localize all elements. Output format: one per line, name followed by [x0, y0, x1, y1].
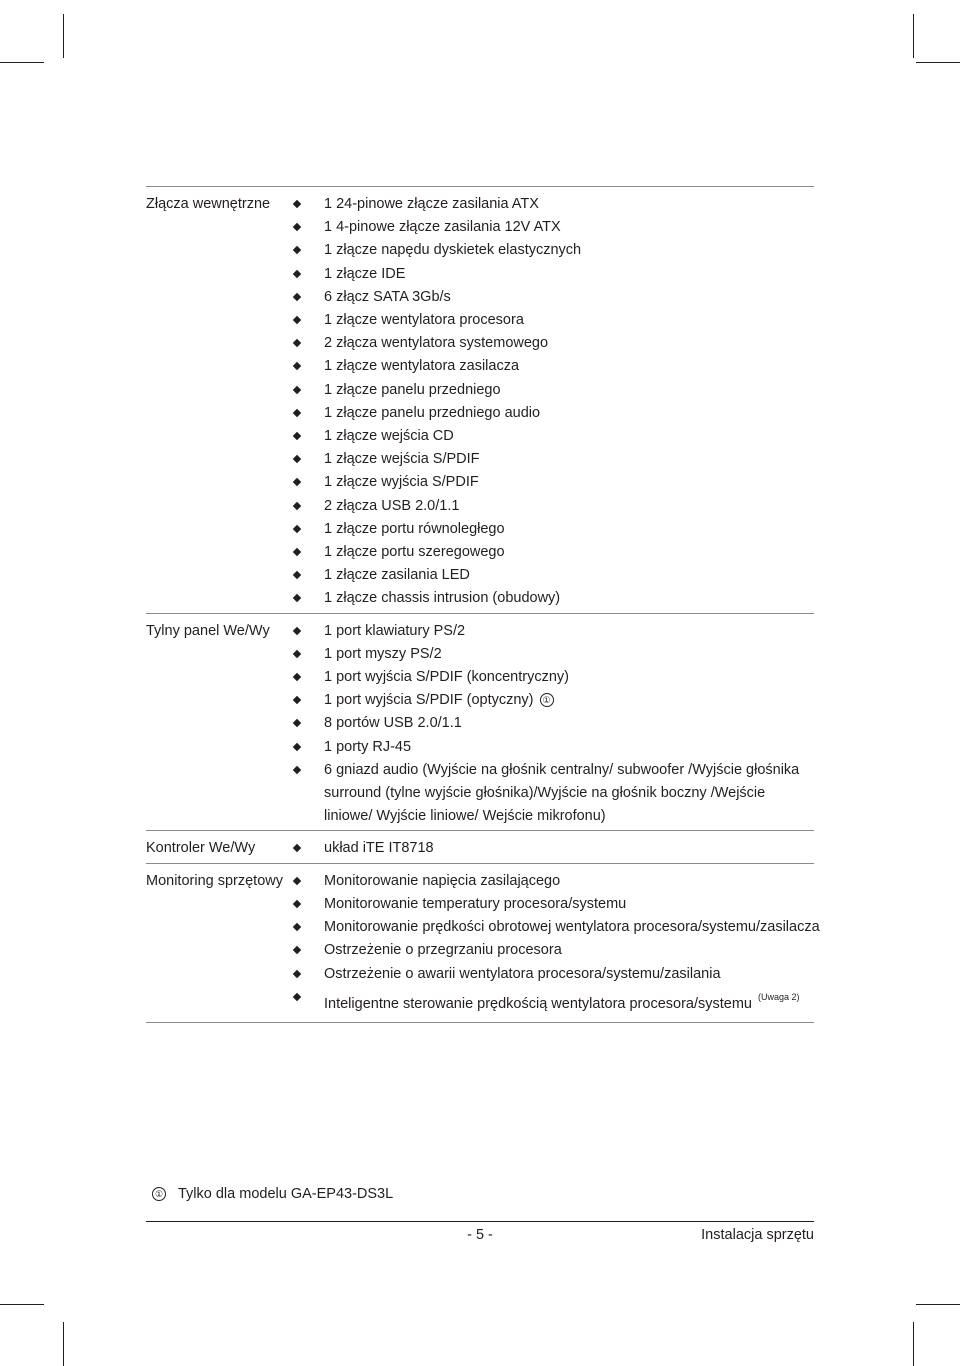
diamond-bullet-icon	[293, 946, 301, 954]
diamond-bullet-icon	[293, 246, 301, 254]
list-item: 1 złącze portu równoległego	[324, 518, 814, 541]
list-item: 1 port wyjścia S/PDIF (optyczny) ①	[324, 689, 814, 712]
spec-section-hardware-monitoring	[146, 863, 820, 1023]
diamond-bullet-icon	[293, 650, 301, 658]
diamond-bullet-icon	[293, 923, 301, 931]
list-item: 6 gniazd audio (Wyjście na głośnik centralny/ subwoofer /Wyjście głośnika surround (tylne wyjście głośnika)/Wyjście na głośnik boczny /Wejście liniowe/ Wyjście liniowe/ Wejście mikrofonu)	[324, 759, 804, 829]
section-label: Monitoring sprzętowy	[146, 872, 283, 889]
footnote-text: Tylko dla modelu GA-EP43-DS3L	[178, 1186, 394, 1202]
diamond-bullet-icon	[293, 673, 301, 681]
list-item: 1 złącze zasilania LED	[324, 564, 814, 587]
diamond-bullet-icon	[293, 594, 301, 602]
diamond-bullet-icon	[293, 844, 301, 852]
crop-mark	[916, 62, 960, 63]
item-list	[324, 193, 814, 611]
list-item: 1 4-pinowe złącze zasilania 12V ATX	[324, 216, 814, 239]
footnote-marker-icon: ①	[540, 693, 554, 707]
diamond-bullet-icon	[293, 293, 301, 301]
diamond-bullet-icon	[293, 455, 301, 463]
diamond-bullet-icon	[293, 200, 301, 208]
diamond-bullet-icon	[293, 223, 301, 231]
crop-mark	[913, 1322, 914, 1366]
crop-mark	[63, 14, 64, 58]
diamond-bullet-icon	[293, 742, 301, 750]
list-item: 1 złącze napędu dyskietek elastycznych	[324, 239, 814, 262]
section-label: Złącza wewnętrzne	[146, 196, 271, 212]
diamond-bullet-icon	[293, 900, 301, 908]
spec-section-internal-connectors	[146, 186, 814, 613]
crop-mark	[63, 1322, 64, 1366]
list-item: 1 porty RJ-45	[324, 736, 814, 759]
spec-section-rear-panel-io	[146, 613, 814, 831]
diamond-bullet-icon	[293, 992, 301, 1000]
diamond-bullet-icon	[293, 969, 301, 977]
diamond-bullet-icon	[293, 385, 301, 393]
list-item: 1 złącze IDE	[324, 263, 814, 286]
diamond-bullet-icon	[293, 876, 301, 884]
diamond-bullet-icon	[293, 548, 301, 556]
list-item: 6 złącz SATA 3Gb/s	[324, 286, 814, 309]
list-item: Inteligentne sterowanie prędkością wentylatora procesora/systemu $^{(Uwaga 2)}$	[324, 986, 814, 1016]
diamond-bullet-icon	[293, 626, 301, 634]
list-item: układ iTE IT8718	[324, 837, 814, 860]
diamond-bullet-icon	[293, 766, 301, 774]
list-item: 1 złącze wyjścia S/PDIF	[324, 471, 814, 494]
list-item: 1 złącze wentylatora procesora	[324, 309, 814, 332]
page-number: - 5 -	[467, 1227, 493, 1243]
list-item: 1 port wyjścia S/PDIF (koncentryczny)	[324, 666, 814, 689]
footer-divider	[146, 1221, 814, 1222]
list-item: 2 złącza USB 2.0/1.1	[324, 495, 814, 518]
diamond-bullet-icon	[293, 571, 301, 579]
diamond-bullet-icon	[293, 525, 301, 533]
crop-mark	[0, 62, 44, 63]
diamond-bullet-icon	[293, 316, 301, 324]
crop-mark	[913, 14, 914, 58]
note-reference: (Uwaga 2)	[757, 991, 800, 1002]
list-item: Monitorowanie napięcia zasilającego	[324, 870, 814, 893]
spec-section-io-controller	[146, 830, 814, 862]
crop-mark	[916, 1304, 960, 1305]
diamond-bullet-icon	[293, 478, 301, 486]
specification-table	[146, 186, 820, 1023]
section-label: Kontroler We/Wy	[146, 840, 256, 857]
diamond-bullet-icon	[293, 339, 301, 347]
list-item: 1 złącze panelu przedniego audio	[324, 402, 814, 425]
footnote	[152, 1185, 393, 1203]
section-label: Tylny panel We/Wy	[146, 622, 270, 639]
list-item: 8 portów USB 2.0/1.1	[324, 712, 814, 735]
diamond-bullet-icon	[293, 432, 301, 440]
list-item: Monitorowanie temperatury procesora/systemu	[324, 893, 814, 916]
list-item: 1 złącze chassis intrusion (obudowy)	[324, 587, 814, 610]
list-item: 1 złącze wejścia CD	[324, 425, 814, 448]
diamond-bullet-icon	[293, 409, 301, 417]
item-list	[324, 870, 820, 1016]
list-item: 1 złącze wejścia S/PDIF	[324, 448, 814, 471]
item-list	[324, 837, 814, 860]
list-item: 1 złącze portu szeregowego	[324, 541, 814, 564]
diamond-bullet-icon	[293, 696, 301, 704]
diamond-bullet-icon	[293, 362, 301, 370]
list-item: 1 24-pinowe złącze zasilania ATX	[324, 193, 814, 216]
diamond-bullet-icon	[293, 269, 301, 277]
item-list	[324, 620, 814, 829]
crop-mark	[0, 1304, 44, 1305]
list-item: Monitorowanie prędkości obrotowej wentylatora procesora/systemu/zasilacza	[324, 916, 814, 939]
list-item: 2 złącza wentylatora systemowego	[324, 332, 814, 355]
footnote-marker-icon: ①	[152, 1187, 166, 1201]
list-item: 1 port klawiatury PS/2	[324, 620, 814, 643]
list-item: 1 port myszy PS/2	[324, 643, 814, 666]
list-item: Ostrzeżenie o przegrzaniu procesora	[324, 939, 814, 962]
list-item: 1 złącze wentylatora zasilacza	[324, 355, 814, 378]
footer-section-title: Instalacja sprzętu	[701, 1227, 814, 1243]
diamond-bullet-icon	[293, 501, 301, 509]
diamond-bullet-icon	[293, 719, 301, 727]
list-item: 1 złącze panelu przedniego	[324, 379, 814, 402]
list-item: Ostrzeżenie o awarii wentylatora procesora/systemu/zasilania	[324, 963, 814, 986]
